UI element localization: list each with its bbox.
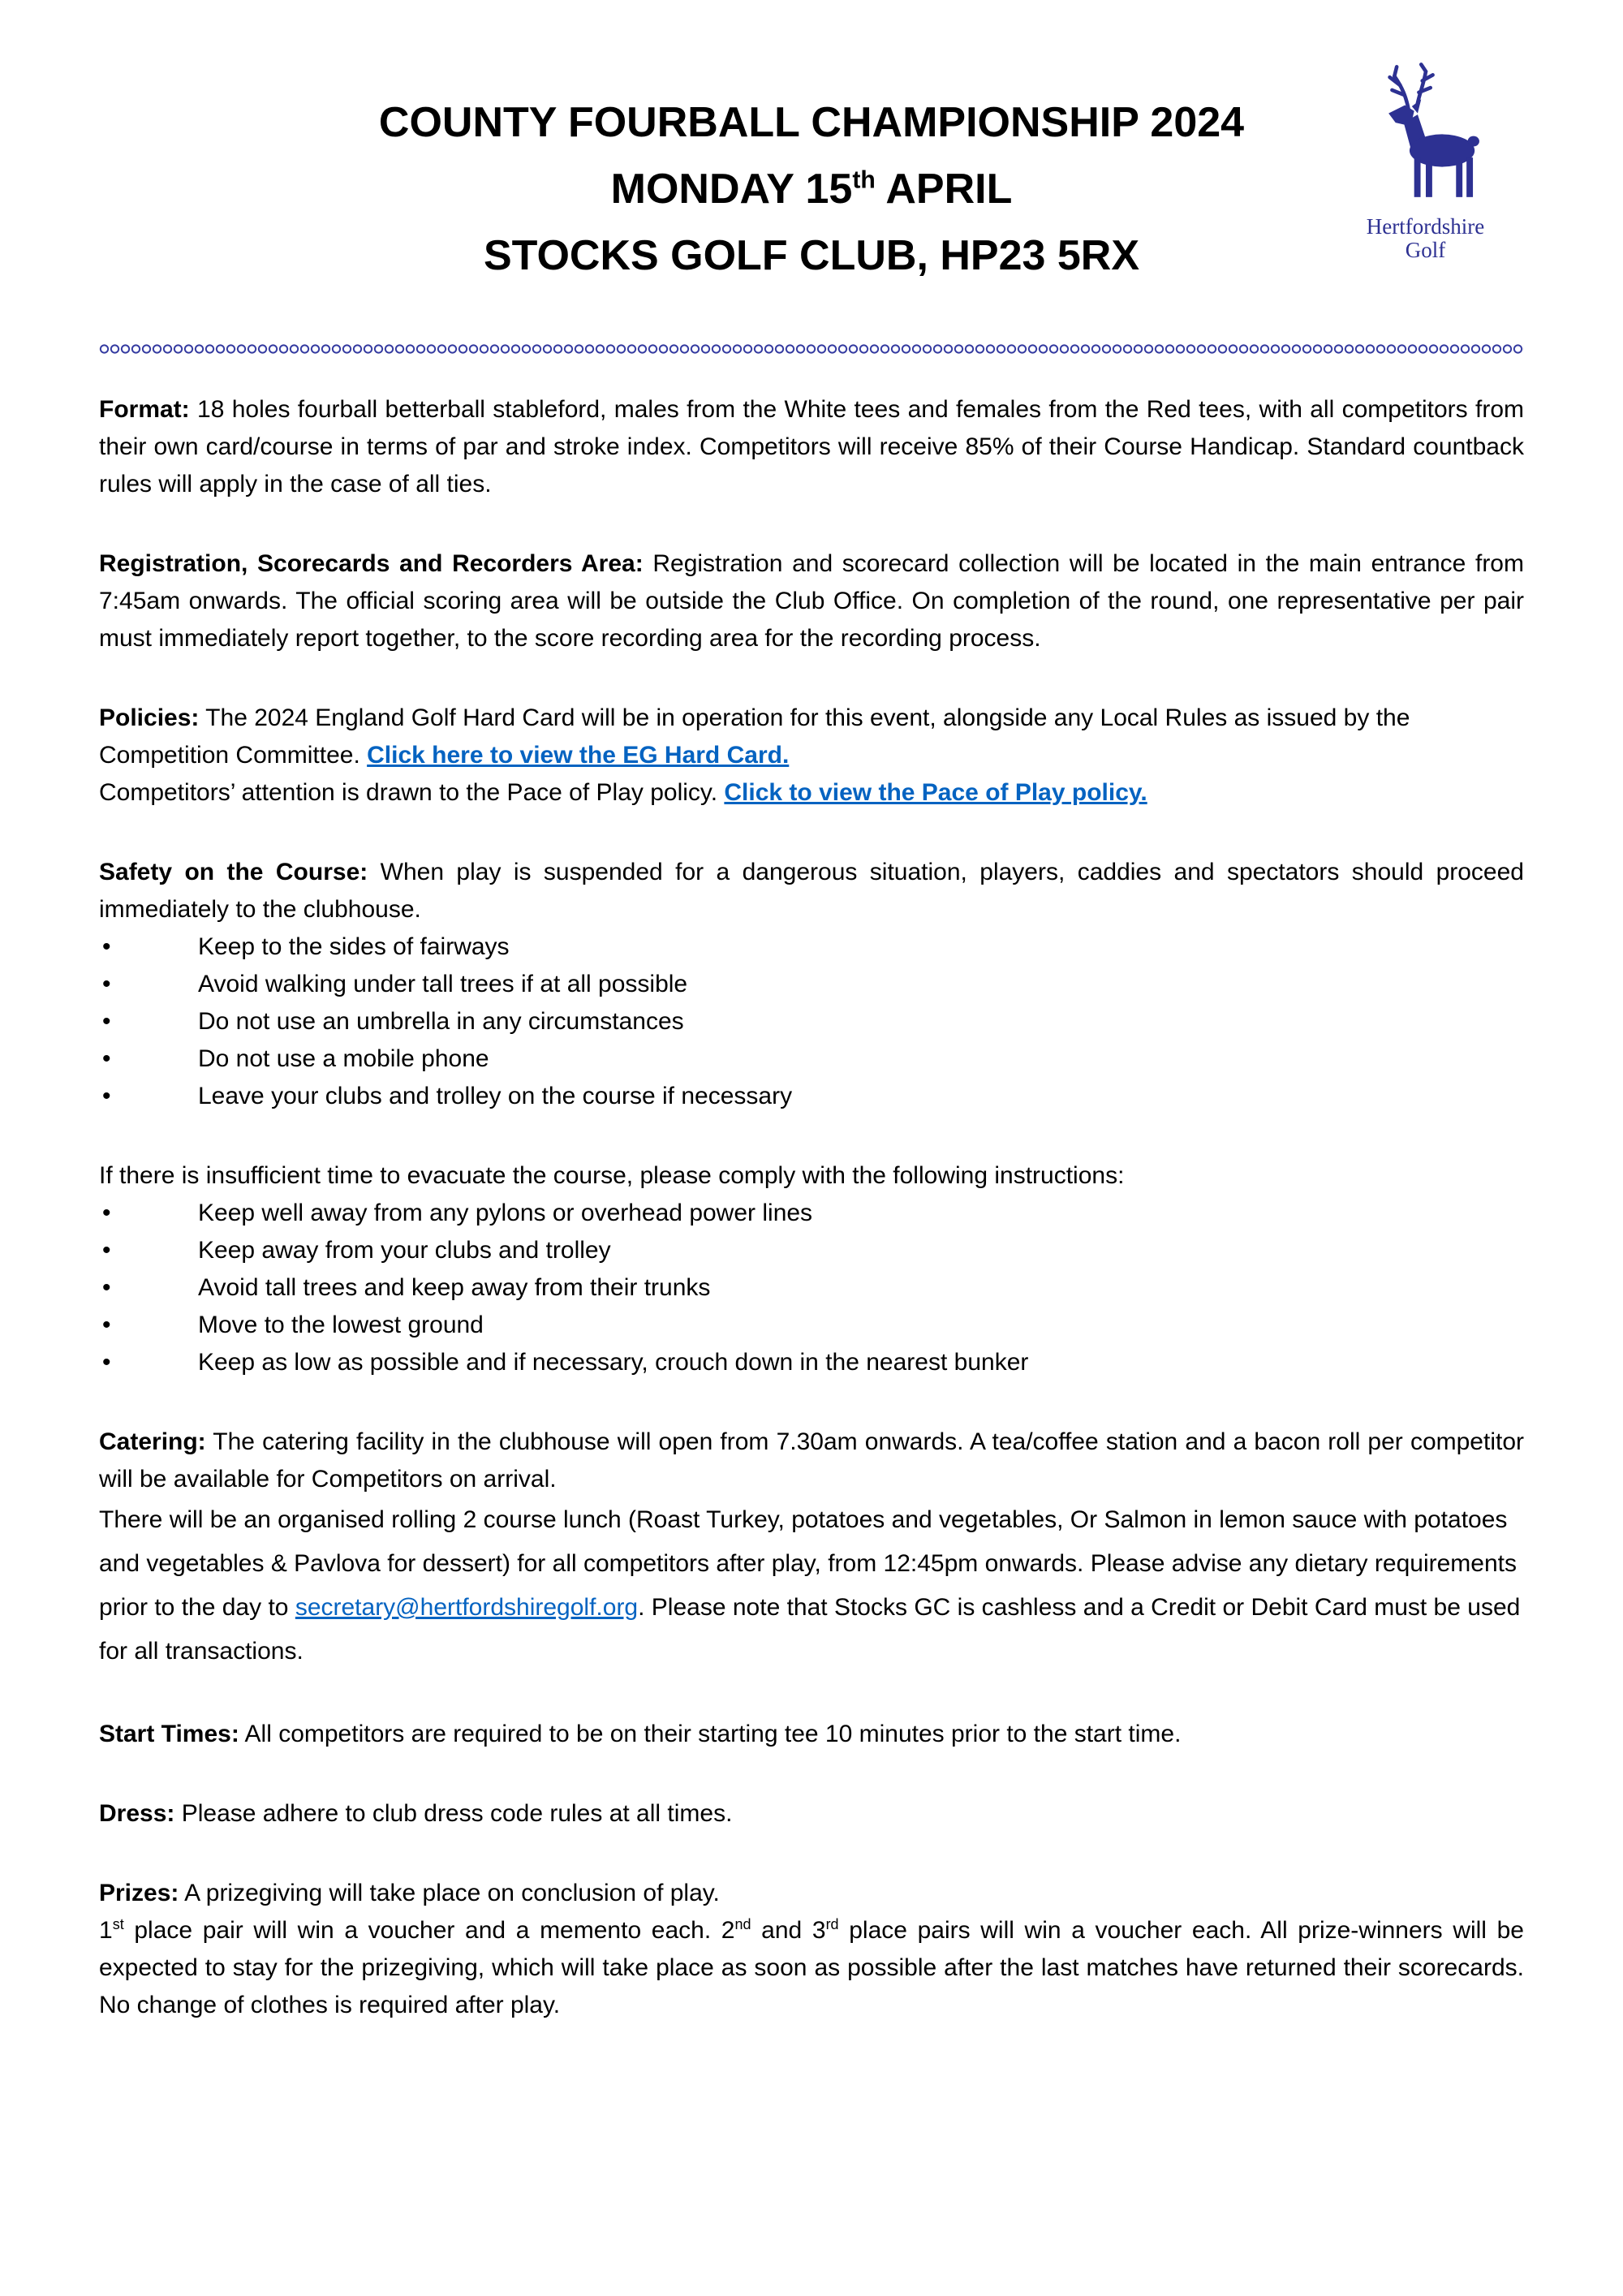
list-item-text: Avoid tall trees and keep away from their trunks: [198, 1274, 711, 1301]
dress-text: Please adhere to club dress code rules at all times.: [174, 1800, 733, 1827]
hertfordshire-golf-logo: [1338, 45, 1513, 262]
logo-caption: [1338, 215, 1513, 262]
list-item: [99, 1195, 1524, 1232]
start-times-paragraph: [99, 1716, 1524, 1753]
logo-caption-line1: Hertfordshire: [1366, 214, 1485, 239]
document-title-line2: [99, 156, 1524, 222]
safety-label: Safety on the Course:: [99, 859, 368, 885]
ordinal-suffix: rd: [825, 1916, 839, 1932]
list-item-text: Move to the lowest ground: [198, 1312, 484, 1338]
bullet-icon: •: [102, 933, 111, 960]
prizes-p2-seg2: place pair will win a voucher and a memento each. 2: [123, 1917, 735, 1944]
policies-text1: The 2024 England Golf Hard Card will be in operation for this event, alongside any Local Rules as issued by the Competition Committee.: [99, 704, 1410, 769]
list-item-text: Keep as low as possible and if necessary, crouch down in the nearest bunker: [198, 1349, 1029, 1376]
policies-text2: Competitors’ attention is drawn to the Pace of Play policy.: [99, 779, 725, 806]
evacuation-bullet-list: [99, 1195, 1524, 1381]
stag-icon: [1356, 45, 1496, 222]
logo-caption-line2: Golf: [1405, 238, 1446, 262]
catering-paragraph: [99, 1424, 1524, 1674]
catering-text1: The catering facility in the clubhouse will open from 7.30am onwards. A tea/coffee station and a bacon roll per competitor will be available for Competitors on arrival.: [99, 1428, 1524, 1493]
policies-line2: [99, 774, 1524, 812]
registration-label: Registration, Scorecards and Recorders Area:: [99, 550, 644, 577]
list-item: [99, 966, 1524, 1003]
start-times-label: Start Times:: [99, 1721, 239, 1747]
secretary-email-link[interactable]: secretary@hertfordshiregolf.org: [295, 1594, 639, 1621]
title-date-post: APRIL: [875, 166, 1013, 213]
list-item: [99, 1269, 1524, 1307]
prizes-p2-seg1: 1: [99, 1917, 113, 1944]
prizes-line1: [99, 1875, 1524, 1912]
bullet-icon: •: [102, 1200, 111, 1226]
title-block: [99, 45, 1524, 289]
document-header: [99, 45, 1524, 333]
policies-line1: [99, 700, 1524, 774]
bullet-icon: •: [102, 971, 111, 997]
prizes-p2-seg4: place pairs will win a voucher each. All prize-winners will be expected to stay for the prizegiving, which will take place as soon as possible after the last matches have returned their scorecards. No change of clothes is required after play.: [99, 1917, 1524, 2018]
list-item: [99, 1078, 1524, 1115]
bullet-icon: •: [102, 1008, 111, 1035]
registration-paragraph: [99, 545, 1524, 657]
prizes-line2: [99, 1912, 1524, 2024]
eg-hard-card-link[interactable]: Click here to view the EG Hard Card.: [367, 742, 790, 769]
prizes-paragraph: [99, 1875, 1524, 2024]
bullet-icon: •: [102, 1083, 111, 1109]
document-body: [99, 391, 1524, 2024]
document-title-line1: COUNTY FOURBALL CHAMPIONSHIP 2024: [378, 99, 1245, 146]
list-item-text: Keep away from your clubs and trolley: [198, 1237, 611, 1264]
bullet-icon: •: [102, 1045, 111, 1072]
document-title-line3: STOCKS GOLF CLUB, HP23 5RX: [483, 232, 1140, 279]
list-item-text: Do not use an umbrella in any circumstances: [198, 1008, 684, 1035]
safety-bullet-list: [99, 928, 1524, 1115]
prizes-text1: A prizegiving will take place on conclusion of play.: [179, 1880, 720, 1906]
format-label: Format:: [99, 396, 190, 423]
list-item: [99, 1344, 1524, 1381]
list-item-text: Keep to the sides of fairways: [198, 933, 510, 960]
list-item-text: Avoid walking under tall trees if at all possible: [198, 971, 688, 997]
bullet-icon: •: [102, 1237, 111, 1264]
catering-text3: . Please note that Stocks GC is cashless and a Credit or Debit Card must be used for all transactions.: [99, 1594, 1521, 1665]
evacuation-intro-text: If there is insufficient time to evacuate the course, please comply with the following instructions:: [99, 1162, 1125, 1189]
prizes-label: Prizes:: [99, 1880, 179, 1906]
start-times-text: All competitors are required to be on their starting tee 10 minutes prior to the start time.: [239, 1721, 1182, 1747]
bullet-icon: •: [102, 1312, 111, 1338]
list-item-text: Leave your clubs and trolley on the course if necessary: [198, 1083, 793, 1109]
policies-paragraph: [99, 700, 1524, 812]
prizes-p2-seg3: and 3: [751, 1917, 826, 1944]
dress-paragraph: [99, 1795, 1524, 1833]
bullet-icon: •: [102, 1274, 111, 1301]
evacuation-intro: [99, 1157, 1524, 1195]
safety-paragraph: [99, 854, 1524, 928]
policies-label: Policies:: [99, 704, 200, 731]
title-date-pre: MONDAY 15: [610, 166, 853, 213]
ordinal-suffix: nd: [734, 1916, 751, 1932]
safety-text: When play is suspended for a dangerous situation, players, caddies and spectators should proceed immediately to the clubhouse.: [99, 859, 1524, 923]
list-item: [99, 1307, 1524, 1344]
list-item: [99, 1232, 1524, 1269]
format-paragraph: [99, 391, 1524, 503]
format-text: 18 holes fourball betterball stableford, males from the White tees and females from the Red tees, with all competitors from their own card/course in terms of par and stroke index. Competitors will receive 85% of their Course Handicap. Standard countback rules will apply in the case of all ties.: [99, 396, 1524, 498]
dress-label: Dress:: [99, 1800, 175, 1827]
list-item: [99, 1040, 1524, 1078]
pace-of-play-link[interactable]: Click to view the Pace of Play policy.: [724, 779, 1147, 806]
decorative-squiggle-divider: [99, 344, 1524, 354]
registration-text: Registration and scorecard collection will be located in the main entrance from 7:45am onwards. The official scoring area will be outside the Club Office. On completion of the round, one representative per pair must immediately report together, to the score recording area for the recording process.: [99, 550, 1524, 652]
bullet-icon: •: [102, 1349, 111, 1376]
catering-text2: There will be an organised rolling 2 course lunch (Roast Turkey, potatoes and vegetables, Or Salmon in lemon sauce with potatoes and vegetables & Pavlova for dessert) for all competitors after play, from 12:45pm onwards. Please advise any dietary requirements prior to the day to: [99, 1506, 1517, 1621]
list-item-text: Do not use a mobile phone: [198, 1045, 489, 1072]
list-item: [99, 928, 1524, 966]
catering-part2: [99, 1498, 1524, 1674]
ordinal-suffix: th: [852, 166, 876, 194]
list-item-text: Keep well away from any pylons or overhead power lines: [198, 1200, 813, 1226]
list-item: [99, 1003, 1524, 1040]
catering-part1: [99, 1424, 1524, 1498]
ordinal-suffix: st: [112, 1916, 124, 1932]
catering-label: Catering:: [99, 1428, 206, 1455]
